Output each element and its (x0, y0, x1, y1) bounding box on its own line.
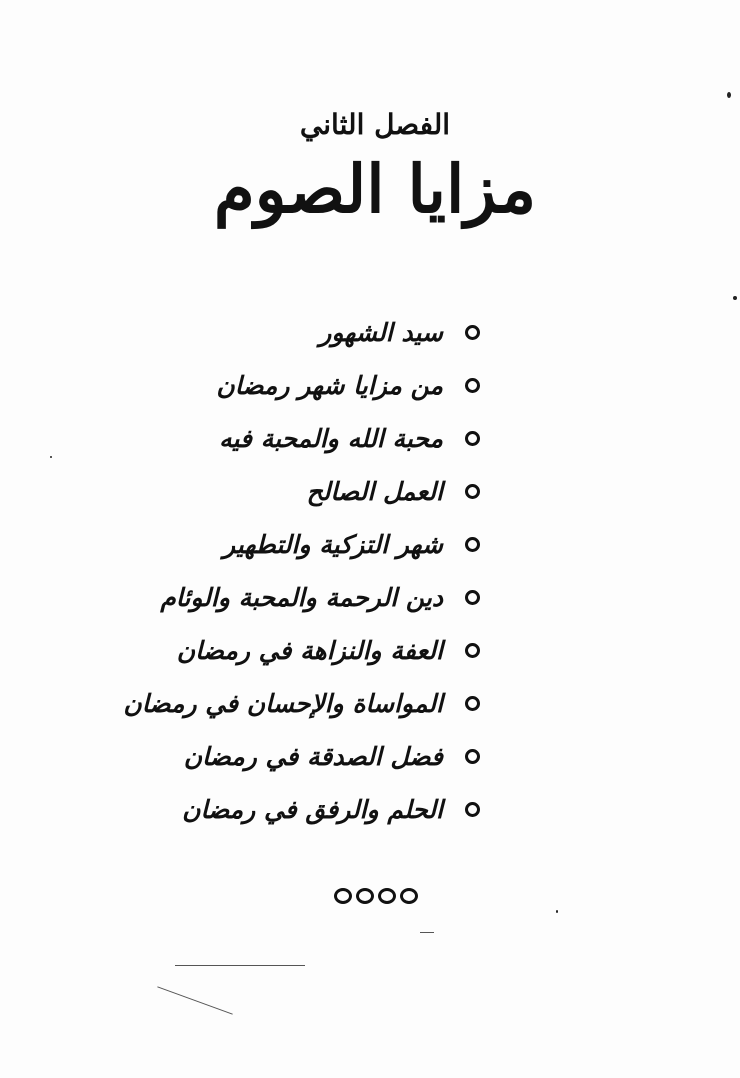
topic-text: من مزايا شهر رمضان (216, 371, 443, 400)
end-ornament (334, 888, 418, 904)
scan-scratch (175, 965, 305, 966)
list-item (120, 465, 480, 518)
topic-text: فضل الصدقة في رمضان (183, 742, 443, 771)
topic-list (120, 306, 480, 836)
topic-text: العمل الصالح (306, 477, 443, 506)
topic-text: دين الرحمة والمحبة والوئام (160, 583, 443, 612)
list-item (120, 306, 480, 359)
list-item (120, 624, 480, 677)
ornament-circle-icon (334, 888, 352, 904)
scan-speck (733, 296, 737, 300)
bullet-circle-icon (465, 325, 480, 340)
bullet-circle-icon (465, 378, 480, 393)
chapter-label: الفصل الثاني (299, 108, 451, 141)
ornament-circle-icon (356, 888, 374, 904)
scan-scratch (157, 986, 233, 1014)
bullet-circle-icon (465, 537, 480, 552)
topic-text: شهر التزكية والتطهير (223, 530, 443, 559)
topic-text: سيد الشهور (319, 318, 443, 347)
list-item (120, 412, 480, 465)
bullet-circle-icon (465, 484, 480, 499)
list-item (120, 571, 480, 624)
bullet-circle-icon (465, 802, 480, 817)
list-item (120, 518, 480, 571)
list-item (120, 730, 480, 783)
chapter-title: مزايا الصوم (213, 150, 537, 228)
bullet-circle-icon (465, 431, 480, 446)
bullet-circle-icon (465, 590, 480, 605)
list-item (120, 783, 480, 836)
ornament-circle-icon (400, 888, 418, 904)
bullet-circle-icon (465, 696, 480, 711)
scan-speck (50, 456, 52, 458)
bullet-circle-icon (465, 643, 480, 658)
bullet-circle-icon (465, 749, 480, 764)
scan-scratch (420, 932, 434, 933)
topic-text: المواساة والإحسان في رمضان (123, 689, 443, 718)
scan-speck (556, 910, 558, 913)
topic-text: الحلم والرفق في رمضان (182, 795, 443, 824)
ornament-circle-icon (378, 888, 396, 904)
scan-speck (727, 92, 731, 98)
list-item (120, 359, 480, 412)
topic-text: العفة والنزاهة في رمضان (176, 636, 443, 665)
topic-text: محبة الله والمحبة فيه (219, 424, 443, 453)
list-item (120, 677, 480, 730)
